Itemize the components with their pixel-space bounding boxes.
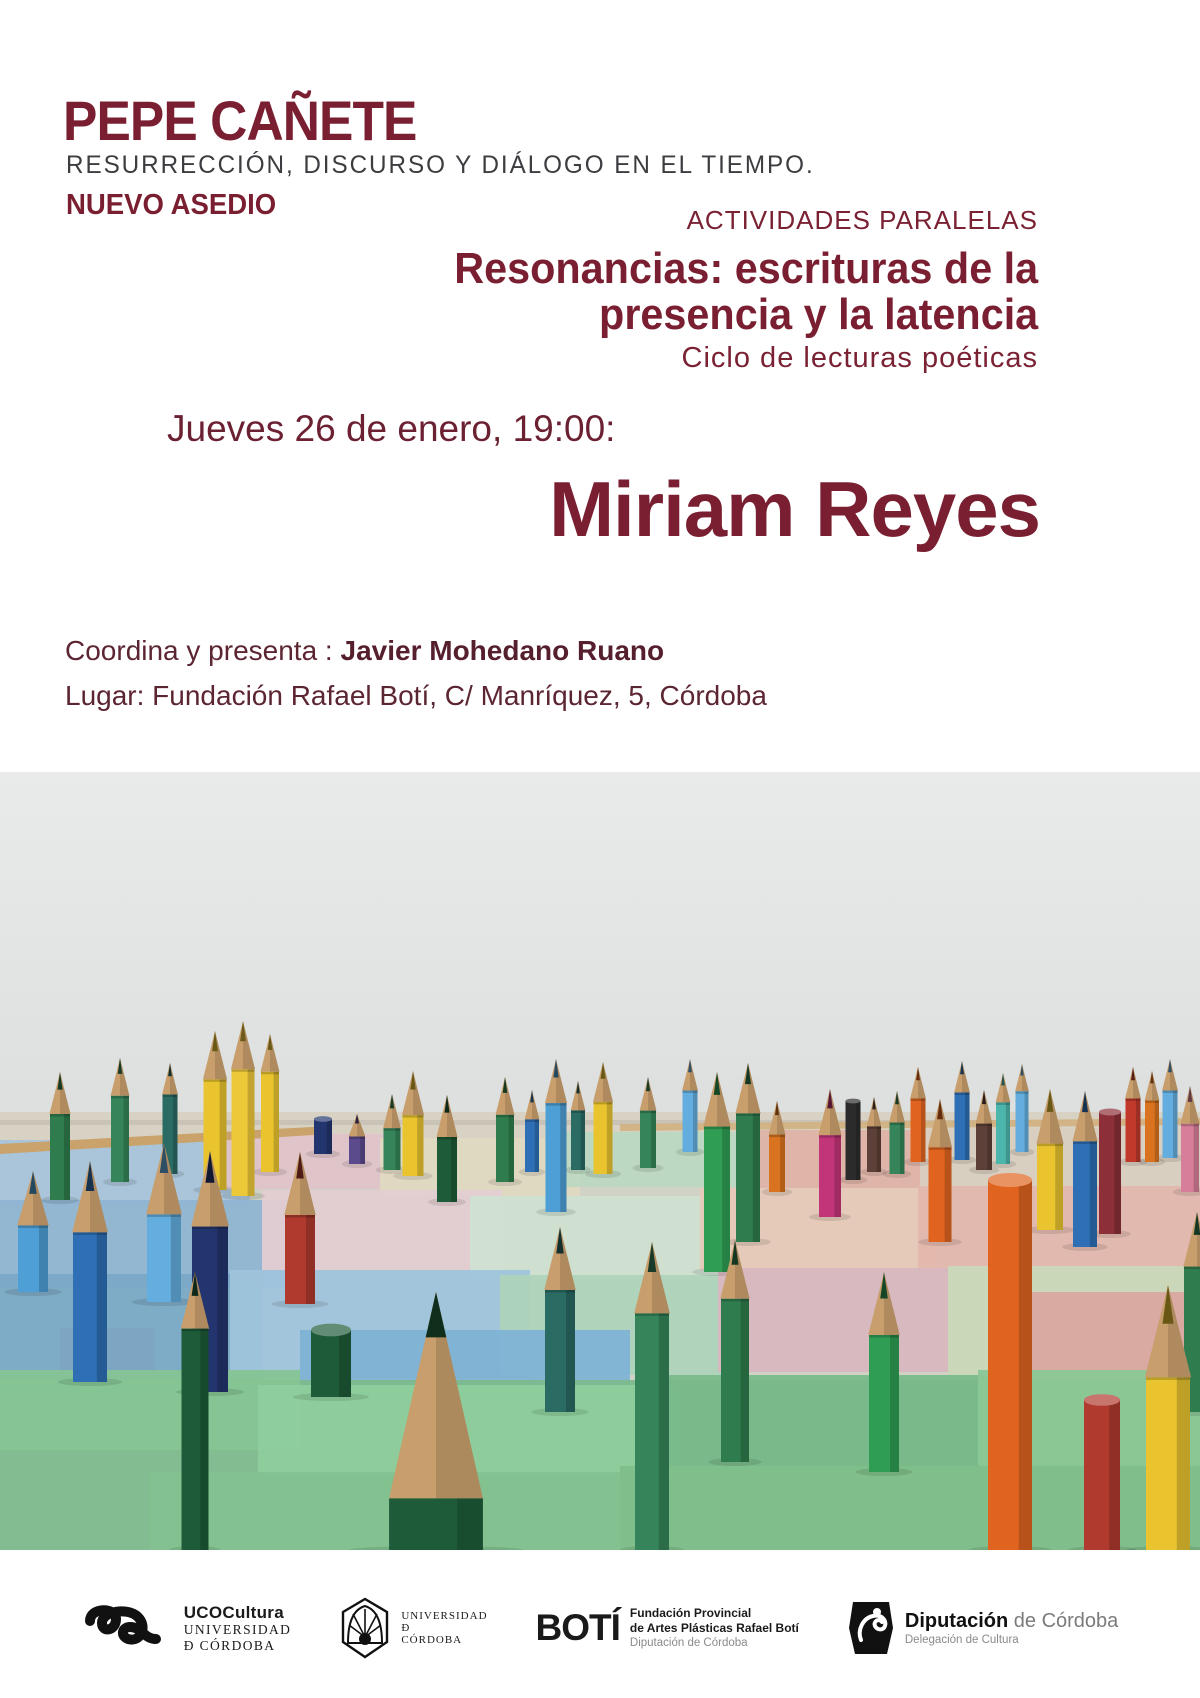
diputacion-emblem-icon: [847, 1600, 895, 1656]
coordinator-name: Javier Mohedano Ruano: [340, 635, 665, 666]
cycle-title: [454, 246, 1038, 338]
event-datetime: Jueves 26 de enero, 19:00:: [167, 408, 616, 449]
universidad-cordoba-text: [401, 1610, 487, 1647]
coordinator-label: Coordina y presenta :: [65, 635, 341, 666]
boti-logo: [536, 1606, 799, 1651]
boti-line2: de Artes Plásticas Rafael Botí: [629, 1620, 799, 1635]
universidad-cordoba-logo: [339, 1597, 487, 1659]
boti-wordmark: BOTÍ: [535, 1607, 620, 1649]
ucocultura-squiggle-icon: [82, 1599, 174, 1657]
universidad-line2: Ð: [401, 1621, 411, 1634]
pencil-installation-photo: [0, 772, 1200, 1550]
ucocultura-logo: [82, 1599, 292, 1657]
cycle-title-line2: presencia y la latencia: [598, 290, 1038, 340]
diputacion-wordmark: [905, 1610, 1118, 1632]
exhibition-subtitle-2: NUEVO ASEDIO: [66, 189, 277, 221]
diputacion-text: [905, 1610, 1118, 1647]
universidad-cordoba-shield-icon: [339, 1597, 391, 1659]
coordinator-line: [65, 635, 664, 667]
ucocultura-line2: UNIVERSIDAD: [183, 1622, 292, 1638]
diputacion-normal: de Córdoba: [1008, 1609, 1119, 1632]
cycle-subtitle: Ciclo de lecturas poéticas: [681, 342, 1038, 374]
sponsor-logos-row: [0, 1578, 1200, 1678]
universidad-line1: UNIVERSIDAD: [401, 1609, 488, 1622]
cycle-title-line1: Resonancias: escrituras de la: [454, 244, 1038, 293]
diputacion-sub: Delegación de Cultura: [904, 1633, 1019, 1646]
speaker-name: Miriam Reyes: [549, 465, 1040, 553]
ucocultura-wordmark: UCOCultura: [183, 1603, 284, 1623]
parallel-activities-kicker: ACTIVIDADES PARALELAS: [686, 205, 1038, 235]
boti-line1: Fundación Provincial: [629, 1605, 752, 1620]
boti-text: [630, 1606, 799, 1651]
location-line: Lugar: Fundación Rafael Botí, C/ Manríquez, 5, Córdoba: [65, 680, 767, 711]
universidad-line3: CÓRDOBA: [401, 1634, 463, 1647]
ucocultura-line3: Ð CÓRDOBA: [183, 1637, 276, 1653]
artist-title: PEPE CAÑETE: [63, 89, 417, 152]
boti-line3: Diputación de Córdoba: [629, 1636, 748, 1649]
exhibition-subtitle: RESURRECCIÓN, DISCURSO Y DIÁLOGO EN EL TIEMPO.: [66, 151, 815, 179]
diputacion-cordoba-logo: [847, 1600, 1118, 1656]
diputacion-bold: Diputación: [904, 1609, 1009, 1632]
ucocultura-text: [184, 1603, 292, 1652]
